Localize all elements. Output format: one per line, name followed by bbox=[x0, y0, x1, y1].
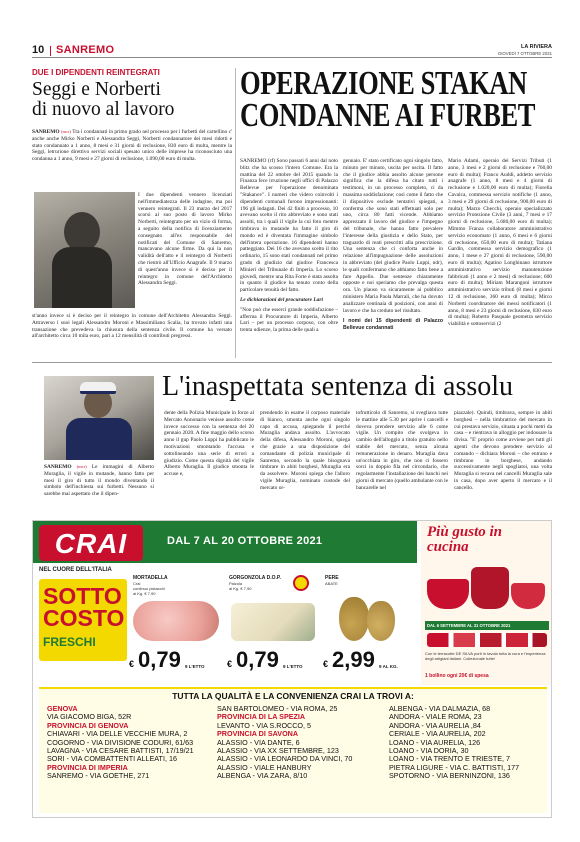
dop-seal-icon bbox=[293, 575, 309, 591]
store-address: LAVAGNA - VIA CESARE BATTISTI, 17/19/21 bbox=[47, 746, 194, 756]
store-address: COGORNO - VIA DIVISIONE CODURI, 61/63 bbox=[47, 737, 194, 747]
price-tag bbox=[129, 647, 219, 681]
store-address: ANDORA - VIA AURELIA ,84 bbox=[389, 720, 481, 730]
paper-name: LA RIVIERA bbox=[521, 44, 552, 50]
issue-date: GIOVEDÌ 7 OTTOBRE 2021 bbox=[497, 51, 552, 56]
section-divider bbox=[50, 46, 51, 56]
stakanov-col1 bbox=[240, 158, 338, 354]
store-address: SANREMO - VIA GOETHE, 271 bbox=[47, 771, 150, 781]
product-price: 0,79 bbox=[138, 647, 181, 672]
product-desc: Palzola al Kg. € 7,90 bbox=[229, 581, 252, 591]
product-pere bbox=[325, 575, 417, 685]
stores-title: TUTTA LA QUALITÀ E LA CONVENIENZA CRAI LA TROVI A: bbox=[172, 691, 414, 701]
column-rule bbox=[235, 68, 236, 358]
stores-col3 bbox=[389, 705, 547, 781]
pear-image bbox=[339, 597, 369, 641]
terracotta-pots bbox=[427, 559, 547, 615]
store-address: ANDORA - VIALE ROMA, 23 bbox=[389, 712, 482, 722]
euro-sign: € bbox=[129, 659, 135, 669]
euro-sign: € bbox=[323, 659, 329, 669]
crai-tagline: NEL CUORE DELL'ITALIA bbox=[39, 567, 112, 573]
product-name: PERE bbox=[325, 575, 339, 581]
article-side-text: I due dipendenti vennero licenziati nell'immediatezza delle indagine, ma poi vennero reintegrati. Il 23 marzo del 2017 scorsi al suo posto di lavoro Mirko Norberti, reintegrato per un vizio di forma, a seguito della notifica di licenziamento consegnato all'ex responsabile del notificati del Comune di Sanremo, mancavano alcune firme. Da qui la non validità dell'atto e il reintegro di Norberti che rientrò all'Ufficio Anagrafe. Il 9 marzo di quest'anno invece si è deciso per il reintegro in comune dell'Architetto Alessandra Seggi. bbox=[138, 192, 232, 287]
product-name: GORGONZOLA D.O.P. bbox=[229, 575, 281, 581]
crai-logo-text: CRAI bbox=[54, 528, 128, 559]
crai-advertisement bbox=[32, 520, 552, 818]
page-header bbox=[32, 44, 552, 58]
store-address: SAN BARTOLOMEO - VIA ROMA, 25 bbox=[217, 704, 338, 713]
store-address: LOANO - VIA TRENTO E TRIESTE, 7 bbox=[389, 754, 511, 764]
pear-image-2 bbox=[367, 601, 395, 641]
province-heading: GENOVA bbox=[47, 704, 78, 713]
stakanov-title bbox=[240, 68, 536, 134]
product-price: 2,99 bbox=[332, 647, 375, 672]
province-heading: PROVINCIA DI SAVONA bbox=[217, 729, 299, 739]
product-desc: Crai continuo pistacchi al Kg. € 7,90 bbox=[133, 581, 165, 596]
store-address: CERIALE - VIA AURELIA, 202 bbox=[389, 729, 486, 739]
store-address: LEVANTO - VIA S.ROCCO, 5 bbox=[217, 720, 311, 730]
pot-icon bbox=[471, 567, 509, 609]
pot-icon bbox=[427, 579, 469, 609]
vigile-photo bbox=[44, 376, 154, 460]
vigile-caption-text: Le immagini di Alberto Muraglia, il vigile in mutande, hanno fatto per mesi il giro di tutto il mondo diventando il simbolo dell'inchiesta sui furbetti. Nessuno si sarebbe mai aspettato che il dipen- bbox=[44, 464, 154, 498]
cucina-title: Più gusto in cucina bbox=[427, 524, 503, 555]
person-body bbox=[52, 247, 112, 308]
cucina-promo bbox=[421, 521, 552, 685]
stakanov-title-line2: CONDANNE AI FURBET bbox=[240, 97, 536, 134]
store-address: ALASSIO - VIA DANTE, 6 bbox=[217, 737, 300, 747]
section-rule bbox=[32, 362, 552, 363]
stores-col2 bbox=[217, 705, 387, 781]
province-heading: PROVINCIA DI IMPERIA bbox=[47, 762, 128, 772]
gorgonzola-image bbox=[231, 603, 315, 641]
article-title bbox=[32, 80, 232, 120]
product-unit: 9 L'ETTO bbox=[185, 664, 205, 669]
store-address: ALASSIO - VIA LEONARDO DA VINCI, 70 bbox=[217, 754, 353, 764]
store-address: ALASSIO - VIA XX SETTEMBRE, 123 bbox=[217, 746, 339, 756]
product-desc: ABATE bbox=[325, 581, 338, 586]
vigile-caption-author: (mcr) bbox=[76, 464, 87, 469]
euro-sign: € bbox=[227, 659, 233, 669]
stakanov-col1-text: SANREMO (rf) Sono passati 6 anni dal noto blitz che ha scosso l'intero Comune. Era la mattina del 22 ottobre del 2015 quando la Finanza fece irruzione negli uffici di Palazzo Bellevue per l'operazione denominata "Stakanov". I numeri che videro coinvolti i dipendenti comunali furono impressionanti: 196 gli indagati. Dei 42 finiti a processo, 10 avevano scelto il rito abbreviato e sono stati assolti, tra i quali il vigile la cui foto mentre timbrava in mutande ha fatto il giro di mondo ed è diventata l'immagine simbolo dell'intera operazione. 16 dipendenti hanno patteggiato. Dei 16 che avevano scelto il rito ordinario, 15 sono stati condannati nel primo grado di giudizio dal giudice Francesca Minieri del Tribunale di Imperia. Lo scorso giovedì, mentre una Rita Forte è stata assolta in quanto il giudice ha tenuto conto della particolare tenuità del fatto. bbox=[240, 158, 338, 294]
stakanov-caption: I nomi dei 15 dipendenti di Palazzo Bellevue condannati bbox=[343, 318, 443, 332]
page-number: 10 bbox=[32, 44, 45, 56]
store-address: ALASSIO - VIALE HANBURY bbox=[217, 762, 312, 772]
store-address: LOANO - VIA DORIA, 30 bbox=[389, 746, 469, 756]
price-tag bbox=[227, 647, 317, 681]
stakanov-subhead: Le dichiarazioni del procuratore Lari bbox=[240, 296, 323, 303]
costo-label: COSTO bbox=[43, 605, 125, 631]
sentenza-col4: piazzale). Quindi, timbrava, sempre in abiti borghesi – nella timbratrice del mercato in cui prestava servizio, situata a pochi metri da casa – e rientrava in alloggio per indossare la divisa. "E' proprio come avviene per tutti gli agenti che devono prendere servizio al comando – dichiara Moroni – che entrano e timbrano in borghese, andando successivamente negli spogliatoi, una volta Muraglia si recava nel cancelli Muraglia sale in casa, dopo aver aperto il mercato e il cancello. bbox=[454, 410, 552, 491]
store-address: SPOTORNO - VIA BERNINZONI, 136 bbox=[389, 771, 510, 781]
lead-author: (mcr) bbox=[60, 129, 71, 134]
article-lead bbox=[32, 129, 232, 163]
vigile-caption bbox=[44, 464, 154, 514]
person-silhouette bbox=[64, 212, 100, 252]
product-name: MORTADELLA bbox=[133, 575, 168, 581]
mortadella-image bbox=[133, 601, 219, 641]
sotto-label: SOTTO bbox=[43, 583, 122, 609]
store-address: CHIAVARI - VIA DELLE VECCHIE MURA, 2 bbox=[47, 729, 188, 739]
price-tag bbox=[323, 647, 413, 681]
province-heading: PROVINCIA DI GENOVA bbox=[47, 720, 129, 730]
vigile-body bbox=[66, 418, 132, 460]
stores-col1 bbox=[47, 705, 217, 781]
cucina-text: Con le terracotte DE SILVA porti in tavola tutta la cura e l'esperienza degli artigiani italiani. Collezionale tutte! bbox=[425, 651, 546, 661]
vigile-cap bbox=[80, 382, 116, 394]
cucina-bollino: 1 bollino ogni 20€ di spesa bbox=[425, 673, 489, 679]
store-address: PIETRA LIGURE - VIA C. BATTISTI, 177 bbox=[389, 762, 520, 772]
article-kicker: DUE I DIPENDENTI REINTEGRATI bbox=[32, 68, 160, 77]
store-address: LOANO - VIA AURELIA, 126 bbox=[389, 737, 481, 747]
store-address: VIA GIACOMO BIGA, 52R bbox=[47, 712, 132, 722]
sentenza-col2: prendendo in esame il corposo materiale di bianco, smonta anche ogni singolo capo di accusa, spiegando il perché Muraglia andava assolto. L'avvocato della difesa, Alessandro Moroni, spiega che grazie a una disposizione del comandante di polizia municipale di Sanremo, secondo la quale bisognava timbrare in abiti borghesi, Muraglia era da assolvere. Moroni spiega che l'alloro vigile Muraglia, nominato custode del mercato or- bbox=[260, 410, 350, 491]
sentenza-col3: tofrutticolo di Sanremo, si svegliava tutte le mattine alle 5.30 per aprire i cancelli e doveva prendere servizio alle 6 come vigile. Un compito che svolgeva in cambio dell'alloggio a titolo gratuito nello stabile del mercato, senza alcuna remunerazione in denaro. Muraglia dava un'occhiata in giro, che non ci fossero sorci in doppio fila nel circondario, che regolarmente l'installazione dei banchi nei giorni di mercato (quello ambulante con le bancarelle nel bbox=[356, 410, 448, 491]
lead-text: Tra i condannati in primo grado nel processo per i furbetti del cartellino c' anche anche Mirko Norberti e Alessandra Seggi, Norberti condannatore dei mesi ridotti e stato condannato a 1 anno, 8 mesi e 31 giorni di reclusione, 830 euro di multa, mentre la Seggi, letrurione direttivo servizi sociali spesato unico delle imprese ha riconosciuto una condanna a 1 anno, 9 mesi e 27 giorni di reclusione, 1.090,00 euro di multa. bbox=[32, 129, 232, 163]
sentenza-col1: dente della Polizia Municipale in forze al Mercato Annonario venisse assolto come invece successo con la sentenza del 20 gennaio 2020. A fine maggio dello scorso anno il gup Paolo Luppi ha pubblicato le motivazioni smontando l'accusa e sottolineando una serie di errori a giudizio. Come questa dignità del vigile Alberto Muraglia. Il giudice smonta le accuse e, bbox=[164, 410, 254, 478]
store-address: SORI - VIA COMBATTENTI ALLEATI, 16 bbox=[47, 754, 177, 764]
section-name: SANREMO bbox=[56, 44, 115, 56]
norberti-photo bbox=[34, 192, 135, 308]
crai-logo bbox=[39, 525, 143, 561]
product-price: 0,79 bbox=[236, 647, 279, 672]
stakanov-col2-text: gennaio. E' stato certificato ogni singolo fatto, minuto per minuto, uscita per uscita. Il fatto che il giudice abbia assolto alcune persone significa che la difesa ha citato tutti i testimoni, in un processo completo, ci da massima soddisfazione; così come il fatto che il dispositivo esclude tentativi spiegati, a conferma che sono stati effettuati solo per uno, circa 80 fatti vicende. Abbiamo apprezzato il lavoro del giudice e l'impegno del tribunale, che hanno fatto prevalere l'interesse della giustizia e dello Stato, per traguardo di reati prescritti alla prescrizione. Una sentenza che ci conforta anche in relazione all'impugnazione delle assoluzioni in abbreviato (del giudice Paolo Luppi, ndr), le quali confermano che abbiamo fatto bene a fare Appello. Due sentenze chiaramente opposte e noi speriamo che prevalga questa ora. Un plauso va sicuramente ai pubblico ministero Maria Paola Marrali, che ha dovuto analizzare centinaia di posizioni, con anni di lavoro e che ha creduto nel risultato. bbox=[343, 158, 443, 314]
stores-box bbox=[39, 687, 547, 813]
pot-icon bbox=[511, 583, 545, 609]
cucina-period: DAL 6 SETTEMBRE AL 31 OTTOBRE 2021 bbox=[425, 621, 549, 630]
store-address: ALBENGA - VIA DALMAZIA, 68 bbox=[389, 704, 491, 713]
product-gorgonzola bbox=[229, 575, 321, 685]
product-unit: 9 L'ETTO bbox=[283, 664, 303, 669]
article-title-line1: Seggi e Norberti bbox=[32, 79, 161, 100]
freschi-label: FRESCHI bbox=[43, 635, 96, 649]
product-mortadella bbox=[129, 575, 225, 685]
province-heading: PROVINCIA DI LA SPEZIA bbox=[217, 712, 306, 722]
stakanov-col1b-text: "Non può che esserci grande soddisfazione – afferma il Procuratore di Imperia, Alberto Lari – per un processo corposo, con oltre trenta udienze, la prima delle quali a bbox=[240, 306, 338, 334]
lead-place: SANREMO bbox=[32, 129, 60, 135]
stakanov-title-line1: OPERAZIONE STAKAN bbox=[240, 68, 527, 102]
sentenza-title: L'inaspettata sentenza di assolu bbox=[162, 372, 514, 402]
product-unit: 9 AL KG. bbox=[379, 664, 398, 669]
stakanov-col2 bbox=[343, 158, 443, 354]
article-title-line2: di nuovo al lavoro bbox=[32, 99, 175, 120]
bowls-row bbox=[427, 633, 547, 647]
article-bottom-text: st'anno invece si è deciso per il reintegro in comune dell'Architetto Alessandra Seggi. Attraverso i suoi legali Alessandro Moroni e Massimiliano Scalia, ha trovato infatti una transazione che prevedeva la chiusura della sentenza civile. Il comune ha versato all'architetto circa 10 mila euro, pari a 12 mensilità di contributi pregressi. bbox=[32, 313, 232, 340]
ad-period: DAL 7 AL 20 OTTOBRE 2021 bbox=[167, 535, 323, 547]
store-address: ALBENGA - VIA ZARA, 8/10 bbox=[217, 771, 308, 781]
vigile-caption-place: SANREMO bbox=[44, 464, 72, 470]
stakanov-col3: Mario Adami, operaio dei Servizi Tributi (1 anno, 3 mesi e 2 giorni di reclusione e 760,00 euro di multa); Franco Auddi, addetto servizio anagrafe (1 anno, 8 mesi e 4 giorni di reclusione e 1.020,00 euro di multa); Fiorella Cavalca, commessa servizio notifiche (1 anno, 3 mesi e 29 giorni di reclusione, 900,00 euro di multa); Marzo Checchi, operaio specializzato servizio Protezione Civile (3 anni, 7 mesi e 17 giorni di reclusione, 5.680,00 euro di multa); Mimmo Franza collaboratore amministrativo servizio economato (1 anno, 6 mesi e 6 giorni di reclusione, 650,00 euro di multa); Tatiana Gardin, commessa servizio demografico (1 anno, 1 mese e 27 giorni di reclusione, 590,00 euro di multa); Agatino Longhinano istruttore amministrativo servizio manutenzione fabbricati (1 anno e 2 mesi) di reclusione; 600 euro di multa); Miriam Marangoni istruttore amministrativo servizio tributi (8 mesi e giorni 12 di reclusione, 360 euro di multa); Mirco Norberti coordinatore dei messi notificatori (1 anno, 8 mesi e 23 giorni di reclusione, 830 euro di multa); Roberto Pasquale geometra servizio viabilità e sottoservizi (2 bbox=[448, 158, 552, 328]
sotto-costo-badge bbox=[39, 579, 127, 661]
